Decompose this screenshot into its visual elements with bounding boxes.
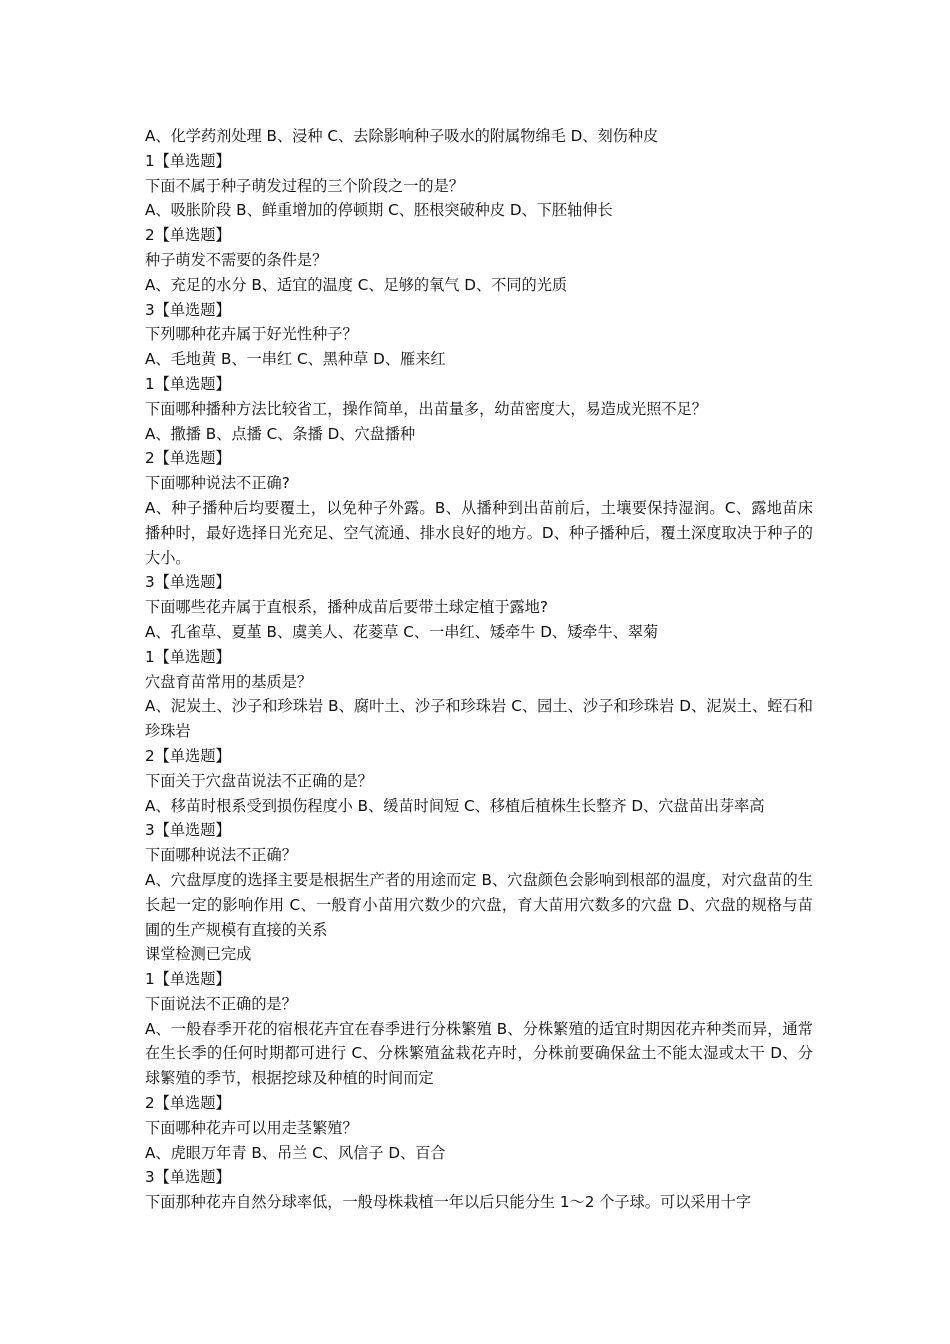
question-label: 2【单选题】 — [145, 1094, 231, 1113]
question-label: 1【单选题】 — [145, 151, 231, 170]
question-label: 1【单选题】 — [145, 970, 231, 989]
option-line: A、孔雀草、夏堇 B、虞美人、花菱草 C、一串红、矮牵牛 D、矮牵牛、翠菊 — [145, 622, 659, 641]
option-line: A、吸胀阶段 B、鲜重增加的停顿期 C、胚根突破种皮 D、下胚轴伸长 — [145, 201, 613, 220]
question-text: 下面哪种播种方法比较省工，操作简单，出苗量多，幼苗密度大，易造成光照不足？ — [145, 399, 707, 418]
question-text: 下面哪种说法不正确? — [145, 474, 290, 493]
option-line: A、一般春季开花的宿根花卉宜在春季进行分株繁殖 B、分株繁殖的适宜时期因花卉种类而异，通常在生长季的任何时期都可进行 C、分株繁殖盆栽花卉时，分株前要确保盆土不能太湿或太干 D、分球繁殖的季节，根据挖球及种植的时间而定 — [145, 1019, 813, 1088]
option-line: A、撒播 B、点播 C、条播 D、穴盘播种 — [145, 424, 416, 443]
question-label: 2【单选题】 — [145, 226, 231, 245]
option-line: A、化学药剂处理 B、浸种 C、去除影响种子吸水的附属物绵毛 D、刻伤种皮 — [145, 127, 659, 145]
question-text: 下面那种花卉自然分球率低，一般母株栽植一年以后只能分生 1～2 个子球。可以采用十字 — [145, 1193, 752, 1212]
question-label: 3【单选题】 — [145, 300, 231, 319]
question-text: 下面不属于种子萌发过程的三个阶段之一的是？ — [145, 176, 464, 195]
option-line: A、移苗时根系受到损伤程度小 B、缓苗时间短 C、移植后植株生长整齐 D、穴盘苗出芽率高 — [145, 796, 765, 815]
question-text: 穴盘育苗常用的基质是？ — [145, 672, 313, 691]
question-label: 3【单选题】 — [145, 573, 231, 592]
question-text: 下面哪种花卉可以用走茎繁殖？ — [145, 1118, 358, 1137]
option-line: A、虎眼万年青 B、吊兰 C、风信子 D、百合 — [145, 1143, 446, 1162]
question-text: 下面关于穴盘苗说法不正确的是？ — [145, 771, 373, 790]
question-text: 下面说法不正确的是？ — [145, 994, 297, 1013]
question-label: 2【单选题】 — [145, 449, 231, 468]
question-text: 种子萌发不需要的条件是？ — [145, 250, 328, 269]
option-line: A、毛地黄 B、一串红 C、黑种草 D、雁来红 — [145, 350, 446, 369]
option-line: A、充足的水分 B、适宜的温度 C、足够的氧气 D、不同的光质 — [145, 275, 568, 294]
question-label: 1【单选题】 — [145, 374, 231, 393]
option-line: A、穴盘厚度的选择主要是根据生产者的用途而定 B、穴盘颜色会影响到根部的温度，对穴盘苗的生长起一定的影响作用 C、一般育小苗用穴数少的穴盘，育大苗用穴数多的穴盘 D、穴盘的规格与苗圃的生产规模有直接的关系 — [145, 870, 813, 939]
question-text: 下列哪种花卉属于好光性种子？ — [145, 325, 358, 344]
question-label: 3【单选题】 — [145, 1168, 231, 1187]
question-text: 下面哪些花卉属于直根系，播种成苗后要带土球定植于露地? — [145, 598, 548, 617]
question-label: 1【单选题】 — [145, 647, 231, 666]
section-status: 课堂检测已完成 — [145, 945, 252, 964]
document-body — [145, 124, 813, 1215]
question-text: 下面哪种说法不正确？ — [145, 846, 297, 865]
question-label: 2【单选题】 — [145, 746, 231, 765]
option-line: A、泥炭土、沙子和珍珠岩 B、腐叶土、沙子和珍珠岩 C、园土、沙子和珍珠岩 D、泥炭土、蛭石和珍珠岩 — [145, 697, 813, 741]
question-label: 3【单选题】 — [145, 821, 231, 840]
option-line: A、种子播种后均要覆土，以免种子外露。B、从播种到出苗前后，土壤要保持湿润。C、露地苗床播种时，最好选择日光充足、空气流通、排水良好的地方。D、种子播种后，覆土深度取决于种子的大小。 — [145, 498, 813, 567]
